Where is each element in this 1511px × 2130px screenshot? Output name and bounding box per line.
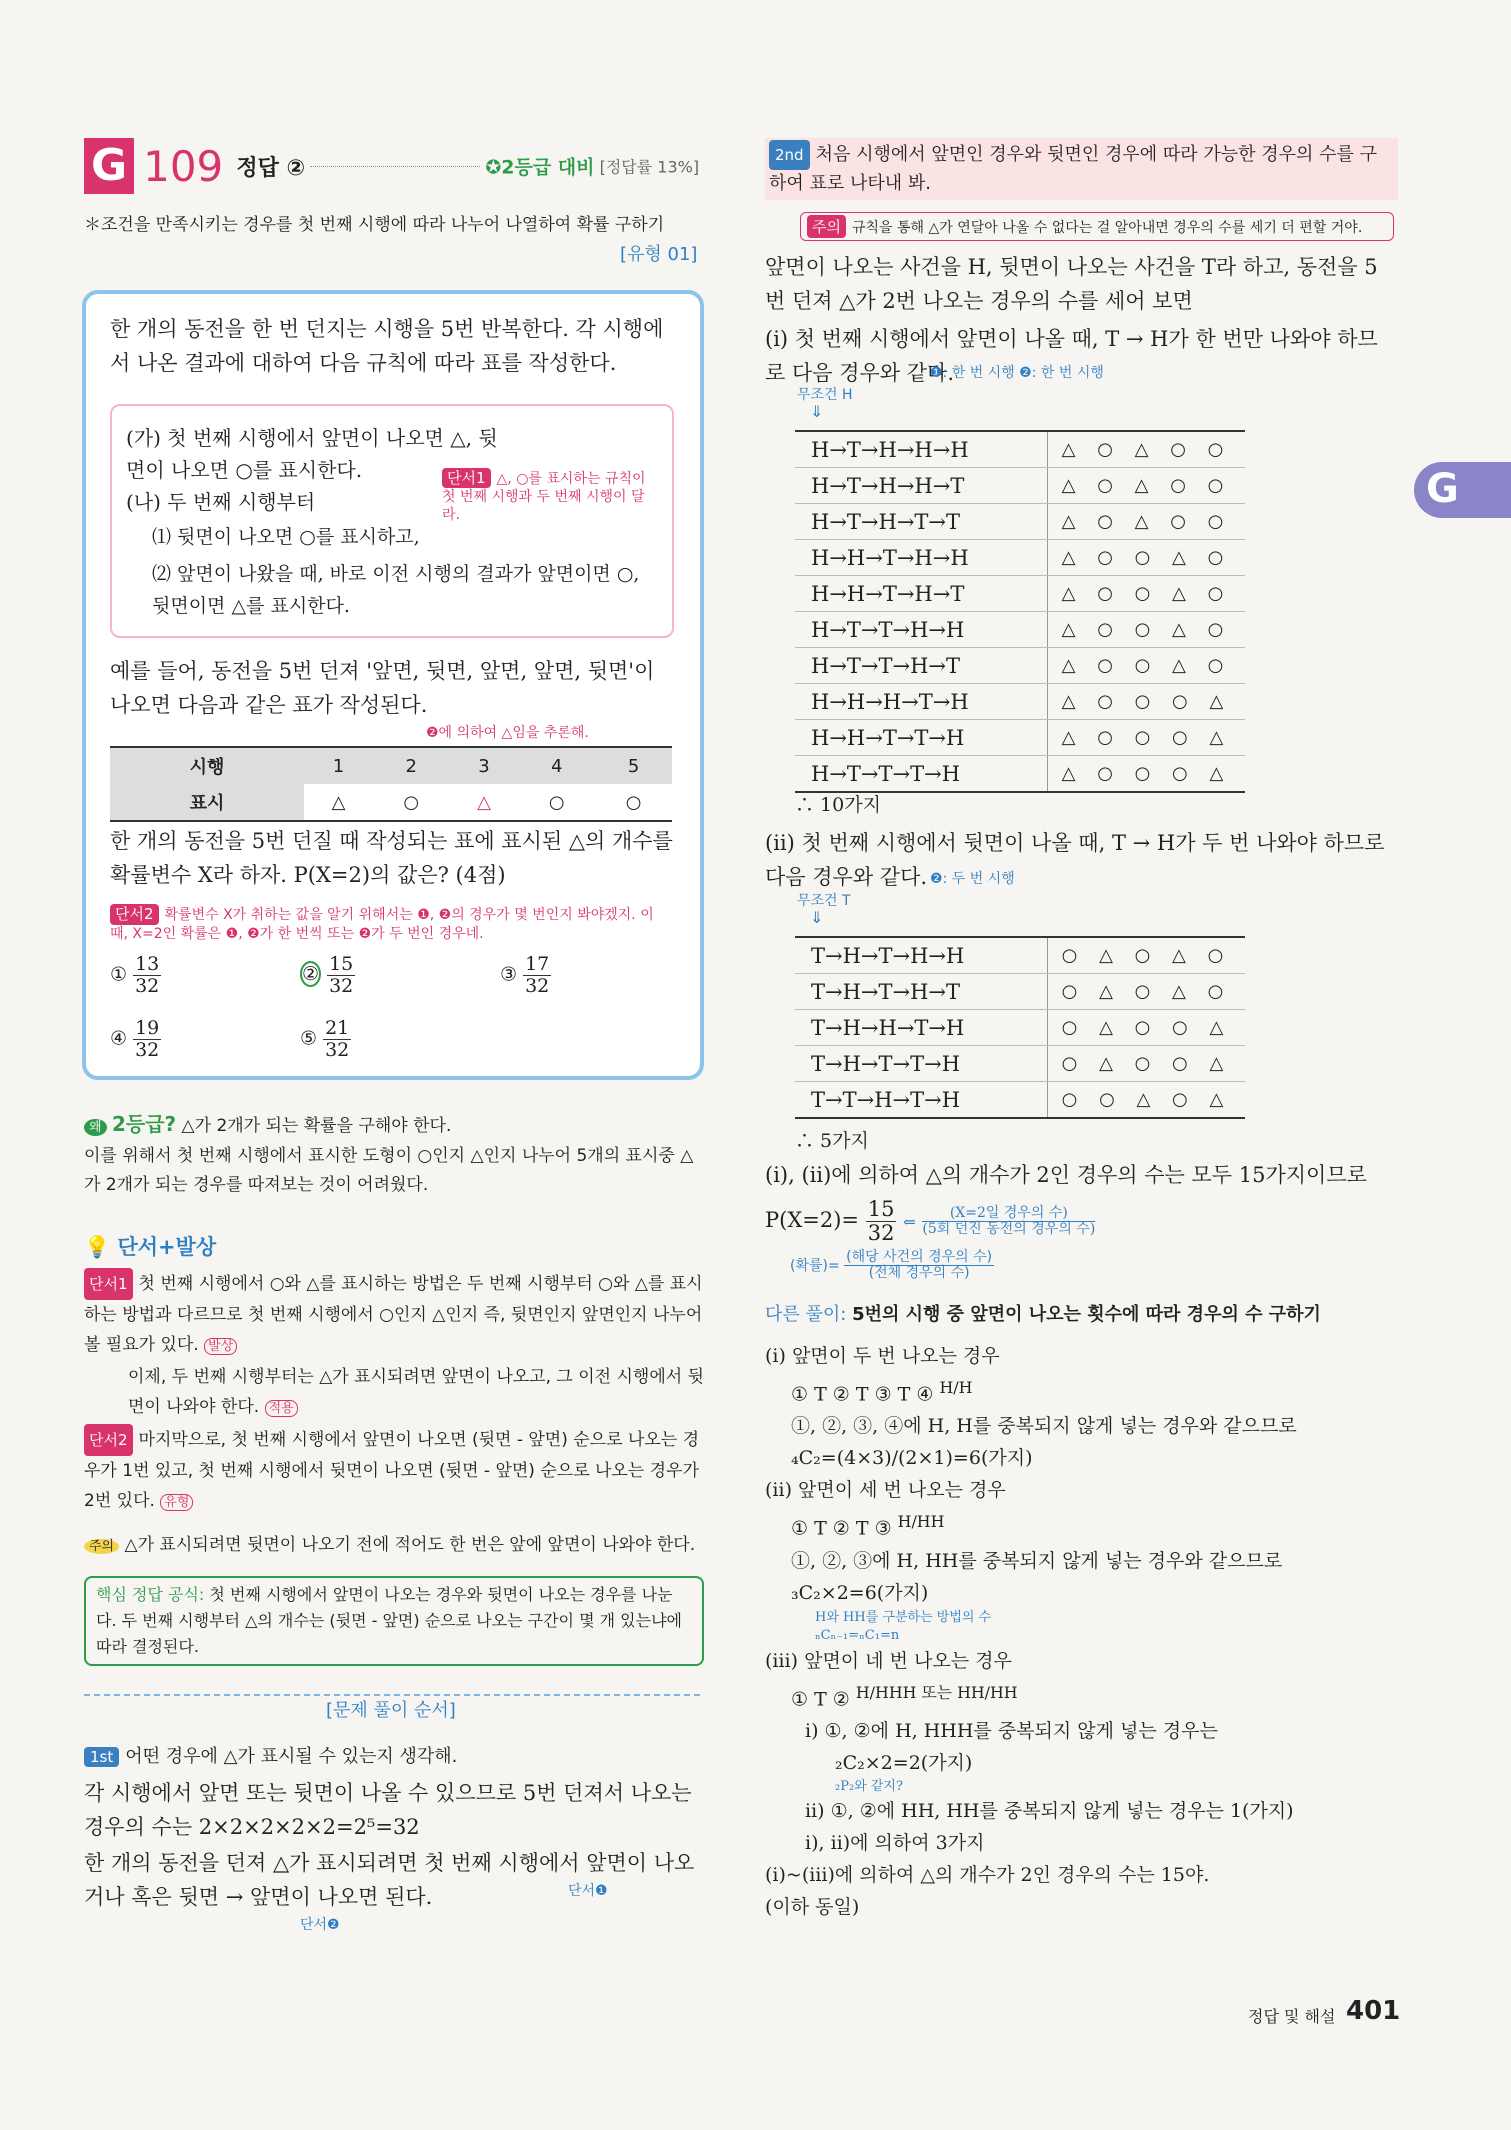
row1-label: 시행 xyxy=(189,757,225,778)
row2-label: 표시 xyxy=(110,784,304,821)
clue1b-mark: 적용 xyxy=(265,1400,298,1417)
choice-num: 13 xyxy=(135,953,160,975)
example-table xyxy=(110,746,672,822)
sequence-cell: H→H→T→T→H xyxy=(795,720,1048,756)
table-row xyxy=(795,756,1245,793)
clue2-mark: 유형 xyxy=(160,1494,193,1511)
alt-a3-i-calc: ₂C₂×2=2(가지) xyxy=(835,1751,973,1774)
symbol-cell: △ ○ ○ △ ○ xyxy=(1048,576,1246,612)
table-row xyxy=(795,1082,1245,1119)
alt-a2-calc: ₃C₂×2=6(가지) xyxy=(791,1581,929,1604)
rule-box xyxy=(110,404,674,638)
question-text: 한 개의 동전을 5번 던질 때 작성되는 표에 표시된 △의 개수를 확률변수 X라 하자. P(X=2)의 값은? (4점) xyxy=(110,829,673,887)
symbol-cell: △ ○ △ ○ ○ xyxy=(1048,431,1246,468)
symbol-cell: △ ○ △ ○ ○ xyxy=(1048,468,1246,504)
hint2: ❷에 의하여 △임을 추론해. xyxy=(426,725,589,741)
sequence-cell: H→H→H→T→H xyxy=(795,684,1048,720)
answer-label: 정답 ② xyxy=(236,155,306,181)
alt-solution xyxy=(765,1300,1390,1326)
table-row xyxy=(795,1046,1245,1082)
symbol-cell: △ ○ ○ △ ○ xyxy=(1048,540,1246,576)
example-text: 예를 들어, 동전을 5번 던져 '앞면, 뒷면, 앞면, 앞면, 뒷면'이 나오면 다음과 같은 표가 작성된다. xyxy=(110,659,655,717)
case1-label: 무조건 H xyxy=(797,387,853,403)
clue2: 마지막으로, 첫 번째 시행에서 앞면이 나오면 (뒷면 - 앞면) 순으로 나오는 경우가 1번 있고, 첫 번째 시행에서 뒷면이 나오면 (뒷면 - 앞면) 순으로 나오는 경우가 2번 있다. xyxy=(84,1430,700,1511)
problem-number: 109 xyxy=(143,141,224,191)
alt-a3-seq: ① T ② xyxy=(791,1687,850,1710)
footer-label: 정답 및 해설 xyxy=(1248,2007,1336,2026)
alt-a1-text: ①, ②, ③, ④에 H, H를 중복되지 않게 넣는 경우와 같으므로 xyxy=(791,1415,1297,1438)
side-tab-letter: G xyxy=(1426,466,1459,512)
hint1-tag: 단서1 xyxy=(442,468,491,488)
alt-a3-ii: ⅱ) ①, ②에 HH, HH를 중복되지 않게 넣는 경우는 1(가지) xyxy=(805,1799,1294,1822)
step1-text: 어떤 경우에 △가 표시될 수 있는지 생각해. xyxy=(125,1746,458,1767)
order-title: [문제 풀이 순서] xyxy=(320,1696,462,1722)
page-number: 401 xyxy=(1346,1996,1401,2026)
symbol-cell: △ ○ ○ ○ △ xyxy=(1048,684,1246,720)
alt-a1-seq: ① T ② T ③ T ④ xyxy=(791,1383,934,1406)
step1-tag: 1st xyxy=(84,1747,119,1767)
clue-title: 단서+발상 xyxy=(117,1235,217,1259)
caution2-tag: 주의 xyxy=(807,215,846,238)
prob-note-den: (5회 던진 동전의 경우의 수) xyxy=(922,1221,1096,1238)
why-line1: △가 2개가 되는 확률을 구해야 한다. xyxy=(181,1116,452,1136)
sequence-cell: T→T→H→T→H xyxy=(795,1082,1048,1119)
choice-num: 15 xyxy=(329,953,354,975)
prob-den: 32 xyxy=(867,1221,895,1246)
choice-num: 21 xyxy=(325,1017,350,1039)
bulb-icon: 💡 xyxy=(84,1235,111,1259)
alt-a3-hh: H/HHH 또는 HH/HH xyxy=(855,1682,1018,1702)
section-letter: G xyxy=(84,138,134,194)
prob-def-num: (해당 사건의 경우의 수) xyxy=(846,1249,993,1265)
rule-a: (가) 첫 번째 시행에서 앞면이 나오면 △, 뒷면이 나오면 ○를 표시한다. xyxy=(126,426,498,482)
table-row xyxy=(795,504,1245,540)
sum-text: (ⅰ), (ⅱ)에 의하여 △의 개수가 2인 경우의 수는 모두 15가지이므로 xyxy=(765,1163,1367,1187)
case2-total: ∴ 5가지 xyxy=(795,1130,869,1152)
cell: 2 xyxy=(405,755,417,777)
choice-num: 17 xyxy=(525,953,550,975)
alt-final: (ⅰ)~(ⅲ)에 의하여 △의 개수가 2인 경우의 수는 15야. xyxy=(765,1863,1210,1886)
choice-num: 19 xyxy=(135,1017,160,1039)
rate-label: [정답률 13%] xyxy=(599,157,700,177)
alt-a1: (ⅰ) 앞면이 두 번 나오는 경우 xyxy=(765,1345,1000,1367)
sequence-cell: T→H→T→H→T xyxy=(795,974,1048,1010)
rule-b: (나) 두 번째 시행부터 xyxy=(126,490,316,514)
prob-def-label: (확률)= xyxy=(790,1257,840,1274)
hint3-tag: 단서2 xyxy=(110,904,159,925)
case1-total: ∴ 10가지 xyxy=(795,794,881,816)
type-label: [유형 01] xyxy=(620,244,698,265)
caution2-text: 규칙을 통해 △가 연달아 나올 수 없다는 걸 알아내면 경우의 수를 세기 더 편할 거야. xyxy=(851,220,1363,236)
choice-no: ⑤ xyxy=(300,1027,318,1050)
table-row xyxy=(795,1010,1245,1046)
symbol-cell: △ ○ ○ ○ △ xyxy=(1048,720,1246,756)
choice-den: 32 xyxy=(135,1038,160,1061)
case2: (ⅱ) 첫 번째 시행에서 뒷면이 나올 때, T → H가 두 번 나와야 하므로 다음 경우와 같다. xyxy=(765,831,1385,889)
alt-a3: (ⅲ) 앞면이 네 번 나오는 경우 xyxy=(765,1649,1012,1672)
cell: △ xyxy=(331,791,346,813)
cell: 1 xyxy=(332,755,345,777)
down-arrow-icon: ⇓ xyxy=(810,402,824,421)
problem-box xyxy=(82,290,704,1080)
alt-a2-seq: ① T ② T ③ xyxy=(791,1517,892,1540)
table-row xyxy=(795,540,1245,576)
sequence-cell: T→H→T→T→H xyxy=(795,1046,1048,1082)
cell: ○ xyxy=(548,791,565,813)
caution-text: △가 표시되려면 뒷면이 나오기 전에 적어도 한 번은 앞에 앞면이 나와야 한다. xyxy=(124,1535,696,1555)
why-tag: 왜 xyxy=(84,1119,107,1136)
symbol-cell: ○ △ ○ △ ○ xyxy=(1048,937,1246,974)
rule-b1: ⑴ 뒷면이 나오면 ○를 표시하고, xyxy=(152,526,420,548)
table-row xyxy=(795,684,1245,720)
clue-section xyxy=(84,1232,704,1666)
table-row xyxy=(795,612,1245,648)
sequence-cell: T→H→T→H→H xyxy=(795,937,1048,974)
order-mark2: 단서❷ xyxy=(300,1917,340,1933)
sequence-cell: T→H→H→T→H xyxy=(795,1010,1048,1046)
cell: ○ xyxy=(403,791,420,813)
order-line1: 각 시행에서 앞면 또는 뒷면이 나올 수 있으므로 5번 던져서 나오는 경우의 수는 2×2×2×2×2=2⁵=32 xyxy=(84,1781,692,1839)
down-arrow-icon: ⇓ xyxy=(810,908,824,927)
sequence-cell: H→T→T→H→T xyxy=(795,648,1048,684)
alt-a1-calc: ₄C₂=(4×3)/(2×1)=6(가지) xyxy=(791,1447,1033,1470)
choice-no: ④ xyxy=(110,1027,128,1050)
cell: ○ xyxy=(625,791,642,813)
sequence-cell: H→T→H→H→T xyxy=(795,468,1048,504)
right-intro: 앞면이 나오는 사건을 H, 뒷면이 나오는 사건을 T라 하고, 동전을 5번 던져 △가 2번 나오는 경우의 수를 세어 보면 xyxy=(765,255,1378,313)
cell: 3 xyxy=(478,755,490,777)
prob-note-num: (X=2일 경우의 수) xyxy=(922,1206,1095,1222)
alt-a2-note: H와 HH를 구분하는 방법의 수 xyxy=(815,1609,992,1625)
hint3-text: 확률변수 X가 취하는 값을 알기 위해서는 ❶, ❷의 경우가 몇 번인지 봐야겠지. 이때, X=2인 확률은 ❶, ❷가 한 번씩 또는 ❷가 두 번인 경우네. xyxy=(110,907,654,942)
table-row xyxy=(795,648,1245,684)
hint1-text: △, ○를 표시하는 규칙이 첫 번째 시행과 두 번째 시행이 달라. xyxy=(442,471,646,523)
clue2-tag: 단서2 xyxy=(84,1424,133,1456)
case1-note: ❶: 한 번 시행 ❷: 한 번 시행 xyxy=(930,365,1104,381)
table-row xyxy=(795,720,1245,756)
prob-def xyxy=(790,1250,994,1282)
problem-intro: 한 개의 동전을 한 번 던지는 시행을 5번 반복한다. 각 시행에서 나온 결과에 대하여 다음 규칙에 따라 표를 작성한다. xyxy=(110,317,664,375)
grade-label: ✪2등급 대비 xyxy=(485,156,595,179)
alt-a3-i-note: ₂P₂와 같지? xyxy=(835,1778,903,1794)
sequence-cell: H→T→T→H→H xyxy=(795,612,1048,648)
table-row xyxy=(795,576,1245,612)
cell: 5 xyxy=(627,755,640,777)
choice-no: ③ xyxy=(500,963,518,986)
table-row xyxy=(795,468,1245,504)
step1 xyxy=(84,1742,704,1768)
choice-den: 32 xyxy=(329,974,354,997)
caution-tag: 주의 xyxy=(84,1539,119,1554)
table-row xyxy=(795,937,1245,974)
why-title: 2등급? xyxy=(111,1112,177,1136)
clue1: 첫 번째 시행에서 ○와 △를 표시하는 방법은 두 번째 시행부터 ○와 △를 표시하는 방법과 다르므로 첫 번째 시행에서 ○인지 △인지 즉, 뒷면인지 앞면인지 나누어 볼 필요가 있다. xyxy=(84,1274,703,1355)
prob-lhs: P(X=2)= xyxy=(765,1208,860,1233)
case2-label: 무조건 T xyxy=(797,893,851,909)
step2 xyxy=(765,138,1398,200)
condition-text: ＊조건을 만족시키는 경우를 첫 번째 시행에 따라 나누어 나열하여 확률 구하기 xyxy=(84,215,665,235)
alt-a3-sum: ⅰ), ⅱ)에 의하여 3가지 xyxy=(805,1831,985,1854)
order-line2: 한 개의 동전을 던져 △가 표시되려면 첫 번째 시행에서 앞면이 나오거나 혹은 뒷면 → 앞면이 나오면 된다. xyxy=(84,1851,695,1909)
alt-a2: (ⅱ) 앞면이 세 번 나오는 경우 xyxy=(765,1479,1006,1502)
symbol-cell: △ ○ ○ △ ○ xyxy=(1048,648,1246,684)
prob-num: 15 xyxy=(867,1197,895,1221)
sequence-cell: H→H→T→H→T xyxy=(795,576,1048,612)
alt-a3-i: ⅰ) ①, ②에 H, HHH를 중복되지 않게 넣는 경우는 xyxy=(805,1719,1218,1742)
table-row xyxy=(795,431,1245,468)
choice-2[interactable] xyxy=(300,954,355,997)
symbol-cell: ○ △ ○ △ ○ xyxy=(1048,974,1246,1010)
choice-no: ① xyxy=(110,963,128,986)
symbol-cell: △ ○ △ ○ ○ xyxy=(1048,504,1246,540)
alt-a2-text: ①, ②, ③에 H, HH를 중복되지 않게 넣는 경우와 같으므로 xyxy=(791,1549,1283,1572)
symbol-cell: ○ ○ △ ○ △ xyxy=(1048,1082,1246,1119)
cell: 4 xyxy=(551,755,563,777)
caution2 xyxy=(800,212,1394,241)
rule-b2: ⑵ 앞면이 나왔을 때, 바로 이전 시행의 결과가 앞면이면 ○, 뒷면이면 △를 표시한다. xyxy=(152,563,640,617)
choice-5[interactable] xyxy=(300,1018,351,1061)
side-tab[interactable] xyxy=(1414,462,1511,518)
problem-header xyxy=(84,138,704,194)
clue1-mark: 발상 xyxy=(204,1338,237,1355)
case1: (ⅰ) 첫 번째 시행에서 앞면이 나올 때, T → H가 한 번만 나와야 하므로 다음 경우와 같다. xyxy=(765,327,1378,385)
clue1-tag: 단서1 xyxy=(84,1268,133,1300)
symbol-cell: ○ △ ○ ○ △ xyxy=(1048,1046,1246,1082)
key-box xyxy=(84,1576,704,1666)
step2-text: 처음 시행에서 앞면인 경우와 뒷면인 경우에 따라 가능한 경우의 수를 구하여 표로 나타내 봐. xyxy=(769,144,1378,194)
cell: △ xyxy=(477,791,491,813)
alt-body xyxy=(765,1340,1390,1923)
hint3 xyxy=(110,904,670,944)
order-mark1: 단서❶ xyxy=(568,1883,608,1899)
why-section xyxy=(84,1110,704,1200)
alt-same: (이하 동일) xyxy=(765,1895,860,1918)
sequence-cell: H→T→H→T→T xyxy=(795,504,1048,540)
alt-a2-hh: H/HH xyxy=(897,1512,945,1532)
choice-1[interactable] xyxy=(110,954,161,997)
alt-tag: 다른 풀이: xyxy=(765,1304,847,1325)
alt-title: 5번의 시행 중 앞면이 나오는 횟수에 따라 경우의 수 구하기 xyxy=(852,1304,1321,1325)
table1 xyxy=(795,430,1245,793)
clue1b: 이제, 두 번째 시행부터는 △가 표시되려면 앞면이 나오고, 그 이전 시행에서 뒷면이 나와야 한다. xyxy=(128,1367,704,1417)
sequence-cell: H→H→T→H→H xyxy=(795,540,1048,576)
choice-den: 32 xyxy=(135,974,160,997)
prob-def-den: (전체 경우의 수) xyxy=(868,1265,970,1282)
alt-a2-note2: ₙCₙ₋₁=ₙC₁=n xyxy=(815,1627,900,1643)
choice-den: 32 xyxy=(325,1038,350,1061)
choice-3[interactable] xyxy=(500,954,551,997)
sequence-cell: H→T→H→H→H xyxy=(795,431,1048,468)
hint1 xyxy=(442,468,662,524)
choice-den: 32 xyxy=(525,974,550,997)
why-line2: 이를 위해서 첫 번째 시행에서 표시한 도형이 ○인지 △인지 나누어 5개의 표시중 △가 2개가 되는 경우를 따져보는 것이 어려웠다. xyxy=(84,1146,694,1195)
symbol-cell: △ ○ ○ △ ○ xyxy=(1048,612,1246,648)
case2-note: ❷: 두 번 시행 xyxy=(930,871,1015,887)
symbol-cell: △ ○ ○ ○ △ xyxy=(1048,756,1246,793)
step2-tag: 2nd xyxy=(769,140,810,170)
choice-no-selected: ② xyxy=(302,963,320,986)
table-row xyxy=(795,974,1245,1010)
alt-a1-hh: H/H xyxy=(939,1378,973,1397)
table2 xyxy=(795,936,1245,1119)
key-text: 첫 번째 시행에서 앞면이 나오는 경우와 뒷면이 나오는 경우를 나눈다. 두 번째 시행부터 △의 개수는 (뒷면 - 앞면) 순으로 나오는 구간이 몇 개 있는냐에 따라 결정된다. xyxy=(96,1585,682,1656)
choice-4[interactable] xyxy=(110,1018,161,1061)
sequence-cell: H→T→T→T→H xyxy=(795,756,1048,793)
symbol-cell: ○ △ ○ ○ △ xyxy=(1048,1010,1246,1046)
prob-formula: P(X=2)= $\frac{15}{32}$ ⇐ $\frac{\text{(X=2일 경우의 수)}}{\text{(5회 던진 동전의 경우의 수)}}$ xyxy=(765,1197,1096,1246)
key-title: 핵심 정답 공식: xyxy=(96,1585,205,1604)
